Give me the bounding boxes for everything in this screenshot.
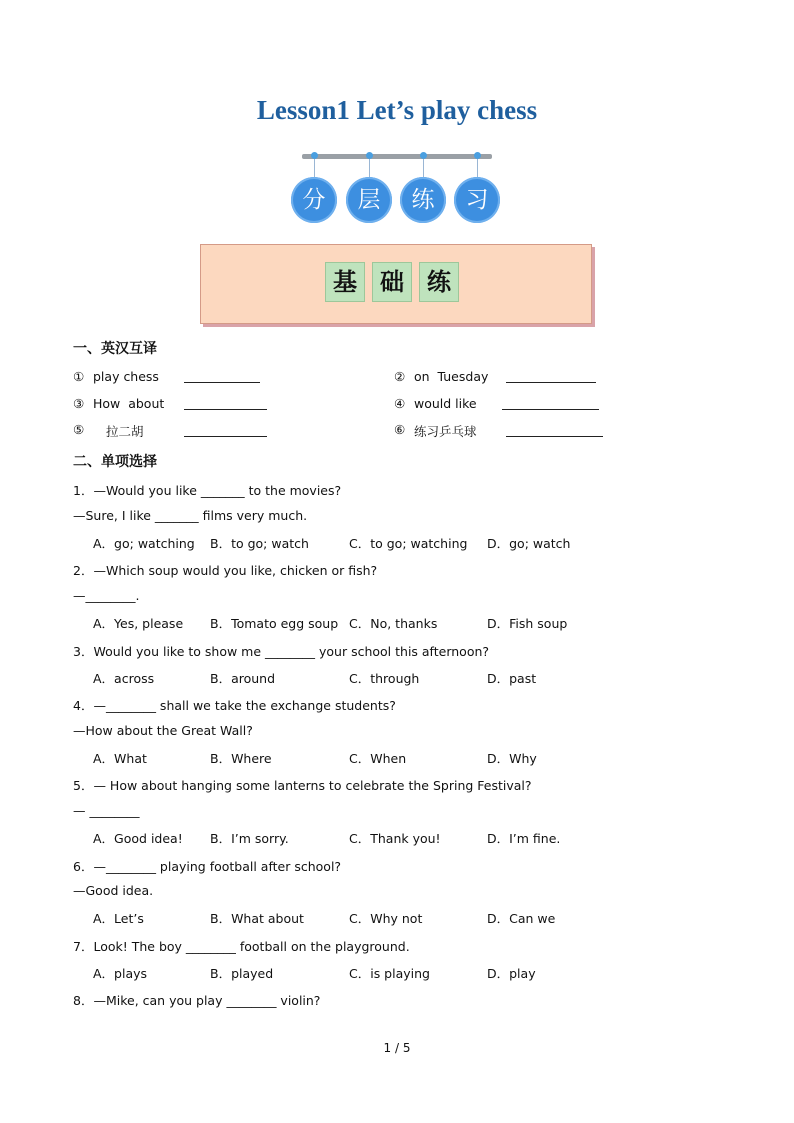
option-a[interactable]: A．go; watching bbox=[93, 536, 195, 551]
option-a[interactable]: A．Yes, please bbox=[93, 616, 184, 631]
option-a[interactable]: A．What bbox=[93, 751, 147, 766]
option-c[interactable]: C．to go; watching bbox=[349, 536, 468, 551]
question-3: 3．Would you like to show me ________ your school this afternoon? bbox=[73, 644, 490, 659]
header-rail bbox=[302, 154, 492, 159]
rail-stem bbox=[369, 159, 370, 177]
option-d[interactable]: D．go; watch bbox=[487, 536, 571, 551]
option-b[interactable]: B．I’m sorry. bbox=[210, 831, 289, 846]
question-6-response: —Good idea. bbox=[73, 883, 154, 898]
option-a[interactable]: A．across bbox=[93, 671, 155, 686]
rail-dot bbox=[366, 152, 373, 159]
option-d[interactable]: D．play bbox=[487, 966, 536, 981]
question-7: 7．Look! The boy ________ football on the playground. bbox=[73, 939, 410, 954]
banner-char-lian: 练 bbox=[419, 262, 459, 302]
option-b[interactable]: B．around bbox=[210, 671, 276, 686]
option-d[interactable]: D．I’m fine. bbox=[487, 831, 561, 846]
option-a[interactable]: A．Let’s bbox=[93, 911, 144, 926]
option-c[interactable]: C．is playing bbox=[349, 966, 430, 981]
item-num: ⑤ bbox=[73, 422, 85, 437]
option-c[interactable]: C．Why not bbox=[349, 911, 423, 926]
question-1-response: —Sure, I like _______ films very much. bbox=[73, 508, 308, 523]
answer-blank[interactable] bbox=[184, 436, 267, 437]
rail-stem bbox=[423, 159, 424, 177]
item-text: play chess bbox=[93, 369, 159, 384]
item-text: would like bbox=[414, 396, 477, 411]
answer-blank[interactable] bbox=[506, 436, 603, 437]
option-b[interactable]: B．Tomato egg soup bbox=[210, 616, 339, 631]
badge-xi: 习 bbox=[454, 177, 500, 223]
option-b[interactable]: B．What about bbox=[210, 911, 304, 926]
question-2-response: —________. bbox=[73, 588, 140, 603]
answer-blank[interactable] bbox=[184, 382, 260, 383]
item-num: ⑥ bbox=[394, 422, 406, 437]
option-b[interactable]: B．to go; watch bbox=[210, 536, 309, 551]
question-4: 4．—________ shall we take the exchange students? bbox=[73, 698, 396, 713]
item-text: on Tuesday bbox=[414, 369, 489, 384]
question-4-response: —How about the Great Wall? bbox=[73, 723, 253, 738]
option-b[interactable]: B．Where bbox=[210, 751, 272, 766]
answer-blank[interactable] bbox=[184, 409, 267, 410]
answer-blank[interactable] bbox=[506, 382, 596, 383]
question-5-response: — ________ bbox=[73, 803, 140, 818]
option-c[interactable]: C．No, thanks bbox=[349, 616, 438, 631]
page-number: 1 / 5 bbox=[383, 1041, 411, 1055]
question-2: 2．—Which soup would you like, chicken or fish? bbox=[73, 563, 378, 578]
item-num: ③ bbox=[73, 396, 85, 411]
option-c[interactable]: C．Thank you! bbox=[349, 831, 441, 846]
option-b[interactable]: B．played bbox=[210, 966, 274, 981]
section1-heading: 一、英汉互译 bbox=[73, 341, 157, 357]
banner-char-chu: 础 bbox=[372, 262, 412, 302]
badge-fen: 分 bbox=[291, 177, 337, 223]
badge-ceng: 层 bbox=[346, 177, 392, 223]
rail-dot bbox=[474, 152, 481, 159]
rail-stem bbox=[314, 159, 315, 177]
rail-dot bbox=[420, 152, 427, 159]
badge-lian: 练 bbox=[400, 177, 446, 223]
option-d[interactable]: D．Why bbox=[487, 751, 537, 766]
section2-heading: 二、单项选择 bbox=[73, 454, 157, 470]
rail-stem bbox=[477, 159, 478, 177]
item-text: How about bbox=[93, 396, 165, 411]
option-d[interactable]: D．past bbox=[487, 671, 537, 686]
option-c[interactable]: C．When bbox=[349, 751, 407, 766]
question-5: 5．— How about hanging some lanterns to celebrate the Spring Festival? bbox=[73, 778, 532, 793]
option-d[interactable]: D．Fish soup bbox=[487, 616, 568, 631]
option-a[interactable]: A．plays bbox=[93, 966, 148, 981]
option-a[interactable]: A．Good idea! bbox=[93, 831, 183, 846]
page-title: Lesson1 Let’s play chess bbox=[256, 95, 538, 125]
answer-blank[interactable] bbox=[502, 409, 599, 410]
question-1: 1．—Would you like _______ to the movies? bbox=[73, 483, 342, 498]
item-num: ④ bbox=[394, 396, 406, 411]
item-num: ② bbox=[394, 369, 406, 384]
item-text: 练习乒乓球 bbox=[414, 424, 477, 439]
banner-char-ji: 基 bbox=[325, 262, 365, 302]
item-text: 拉二胡 bbox=[106, 424, 144, 439]
question-6: 6．—________ playing football after school? bbox=[73, 859, 342, 874]
option-c[interactable]: C．through bbox=[349, 671, 420, 686]
option-d[interactable]: D．Can we bbox=[487, 911, 556, 926]
item-num: ① bbox=[73, 369, 85, 384]
question-8: 8．—Mike, can you play ________ violin? bbox=[73, 993, 321, 1008]
rail-dot bbox=[311, 152, 318, 159]
